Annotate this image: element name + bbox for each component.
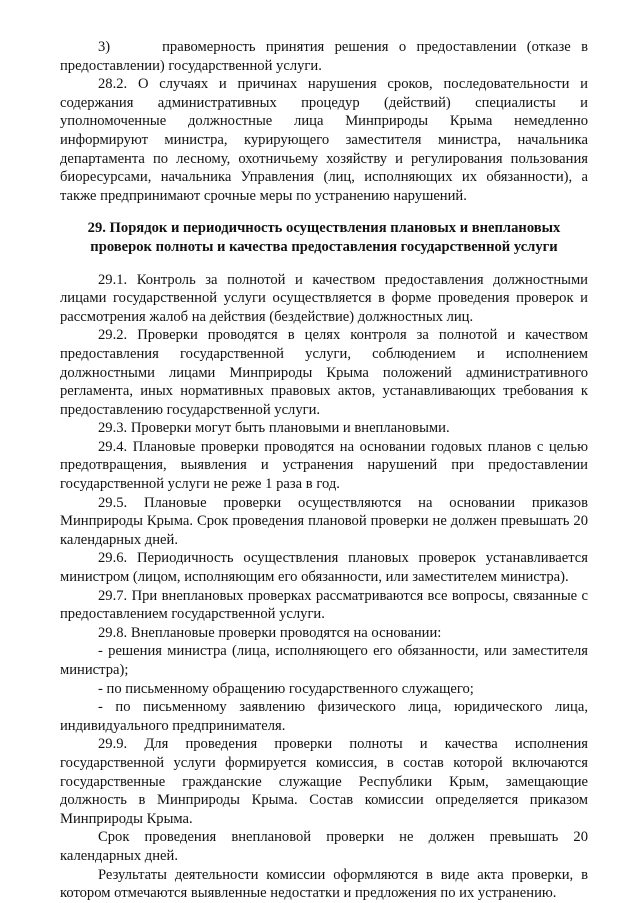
paragraph-29-2: 29.2. Проверки проводятся в целях контроля за полнотой и качеством предоставления государственной услуги, соблюдением и исполнением должностными лицами Минприроды Крыма положений административного регламента, иных нормативных правовых актов, устанавливающих требования к предоставлению государственной услуги.	[60, 327, 588, 418]
paragraph-29-4: 29.4. Плановые проверки проводятся на основании годовых планов с целью предотвращения, выявления и устранения нарушений при предоставлении государственной услуги не реже 1 раза в год.	[60, 438, 588, 493]
paragraph-item-3: 3) правомерность принятия решения о предоставлении (отказе в предоставлении) государственной услуги.	[60, 39, 588, 74]
paragraph-29-6: 29.6. Периодичность осуществления плановых проверок устанавливается министром (лицом, исполняющим его обязанности, или заместителем министра).	[60, 550, 588, 586]
paragraph-29-9: 29.9. Для проведения проверки полноты и качества исполнения государственной услуги формируется комиссия, в состав которой включаются государственные гражданские служащие Республики Крым, замещающие должность в Минприроды Крыма. Состав комиссии определяется приказом Минприроды Крыма.	[60, 736, 588, 827]
list-item-employee-appeal: - по письменному обращению государственного служащего;	[98, 680, 474, 697]
paragraph-29-1: 29.1. Контроль за полнотой и качеством предоставления должностными лицами государственной услуги осуществляется в форме проведения проверок и рассмотрения жалоб на действия (бездействие) должностных лиц.	[60, 271, 588, 325]
list-item-written-statement: - по письменному заявлению физического лица, юридического лица, индивидуального предпринимателя.	[60, 699, 588, 734]
paragraph-29-3: 29.3. Проверки могут быть плановыми и внеплановыми.	[98, 420, 450, 437]
paragraph-29-7: 29.7. При внеплановых проверках рассматриваются все вопросы, связанные с предоставлением государственной услуги.	[60, 587, 588, 623]
section-heading: 29. Порядок и периодичность осуществления плановых и внеплановых проверок полноты и качества предоставления государственной услуги	[87, 220, 561, 255]
paragraph-28-2: 28.2. О случаях и причинах нарушения сроков, последовательности и содержания административных процедур (действий) специалисты и уполномоченные должностные лица Минприроды Крыма немедленно информируют министра, курирующего заместителя министра, начальника департамента по лесному, охотничьему хозяйству и регулирования пользования биоресурсами, начальника Управления (лиц, исполняющих их обязанности), а также предпринимают срочные меры по устранению нарушений.	[60, 76, 588, 204]
paragraph-unscheduled-term: Срок проведения внеплановой проверки не должен превышать 20 календарных дней.	[60, 829, 588, 864]
paragraph-commission-results: Результаты деятельности комиссии оформляются в виде акта проверки, в котором отмечаются выявленные недостатки и предложения по их устранению.	[60, 866, 588, 902]
list-item-minister-decision: - решения министра (лица, исполняющего его обязанности, или заместителя министра);	[60, 643, 588, 678]
document-page	[60, 38, 588, 903]
paragraph-29-5: 29.5. Плановые проверки осуществляются на основании приказов Минприроды Крыма. Срок проведения плановой проверки не должен превышать 20 календарных дней.	[60, 494, 588, 548]
paragraph-29-8: 29.8. Внеплановые проверки проводятся на основании:	[98, 624, 442, 641]
